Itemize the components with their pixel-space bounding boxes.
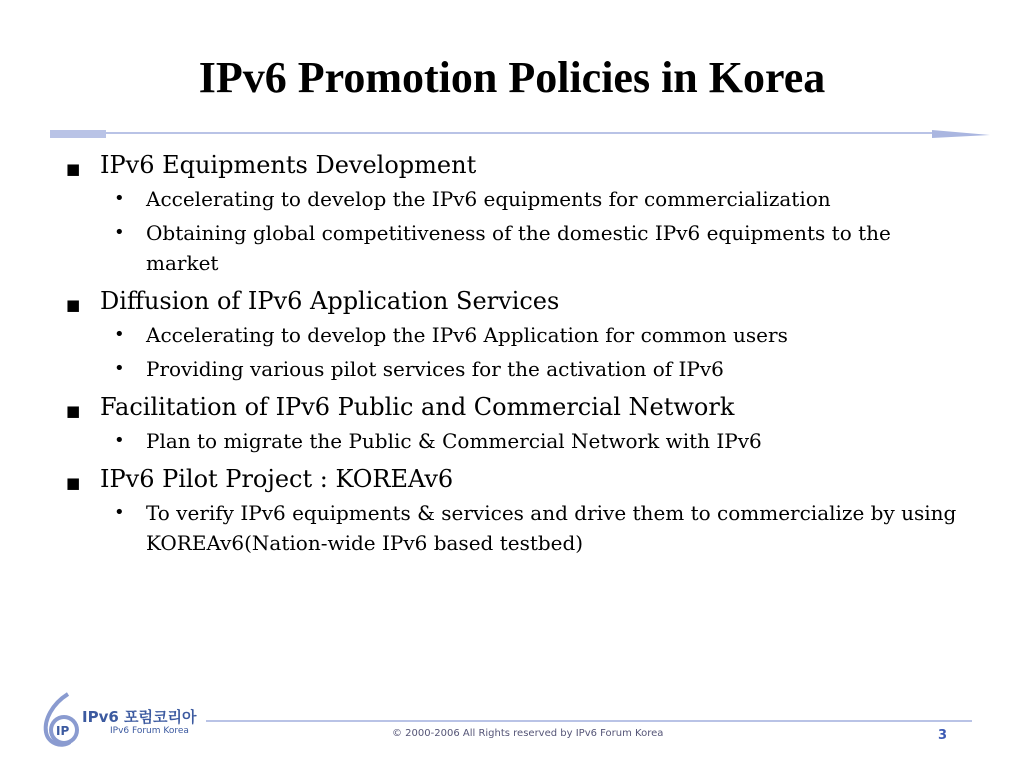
title-divider <box>0 124 1024 144</box>
logo-text-korean: IPv6 포럼코리아 <box>82 708 197 726</box>
sub-bullet-item <box>62 354 962 384</box>
copyright-text: © 2000-2006 All Rights reserved by IPv6 Forum Korea <box>392 728 664 739</box>
square-bullet-icon: ■ <box>66 474 81 492</box>
logo-mark-text: IP <box>56 724 70 738</box>
sub-bullet-item <box>62 218 962 278</box>
slide-title: IPv6 Promotion Policies in Korea <box>198 53 826 102</box>
sub-bullet-text: To verify IPv6 equipments & services and drive them to commercialize by using KOREAv6(Nation-wide IPv6 based testbed) <box>146 501 957 555</box>
sub-bullet-text: Obtaining global competitiveness of the domestic IPv6 equipments to the market <box>146 221 891 275</box>
dot-bullet-icon: • <box>114 502 125 523</box>
footer-divider <box>206 720 972 722</box>
sub-bullet-text: Accelerating to develop the IPv6 equipments for commercialization <box>146 187 831 211</box>
bullet-item <box>62 392 962 422</box>
bullet-text: IPv6 Equipments Development <box>100 151 477 179</box>
square-bullet-icon: ■ <box>66 296 81 314</box>
bullet-text: Diffusion of IPv6 Application Services <box>100 287 560 315</box>
bullet-item <box>62 286 962 316</box>
bullet-list <box>62 150 962 558</box>
dot-bullet-icon: • <box>114 358 125 379</box>
square-bullet-icon: ■ <box>66 160 81 178</box>
logo-text-english: IPv6 Forum Korea <box>110 726 189 736</box>
sub-bullet-item <box>62 426 962 456</box>
bullet-item <box>62 464 962 494</box>
bullet-item <box>62 150 962 180</box>
bullet-text: IPv6 Pilot Project : KOREAv6 <box>100 465 454 493</box>
dot-bullet-icon: • <box>114 188 125 209</box>
page-number: 3 <box>938 728 948 743</box>
square-bullet-icon: ■ <box>66 402 81 420</box>
sub-bullet-item <box>62 320 962 350</box>
dot-bullet-icon: • <box>114 222 125 243</box>
sub-bullet-text: Providing various pilot services for the activation of IPv6 <box>146 357 724 381</box>
sub-bullet-item <box>62 184 962 214</box>
sub-bullet-text: Plan to migrate the Public & Commercial Network with IPv6 <box>146 429 762 453</box>
bullet-text: Facilitation of IPv6 Public and Commercial Network <box>100 393 735 421</box>
dot-bullet-icon: • <box>114 324 125 345</box>
dot-bullet-icon: • <box>114 430 125 451</box>
sub-bullet-item <box>62 498 962 558</box>
sub-bullet-text: Accelerating to develop the IPv6 Application for common users <box>146 323 788 347</box>
